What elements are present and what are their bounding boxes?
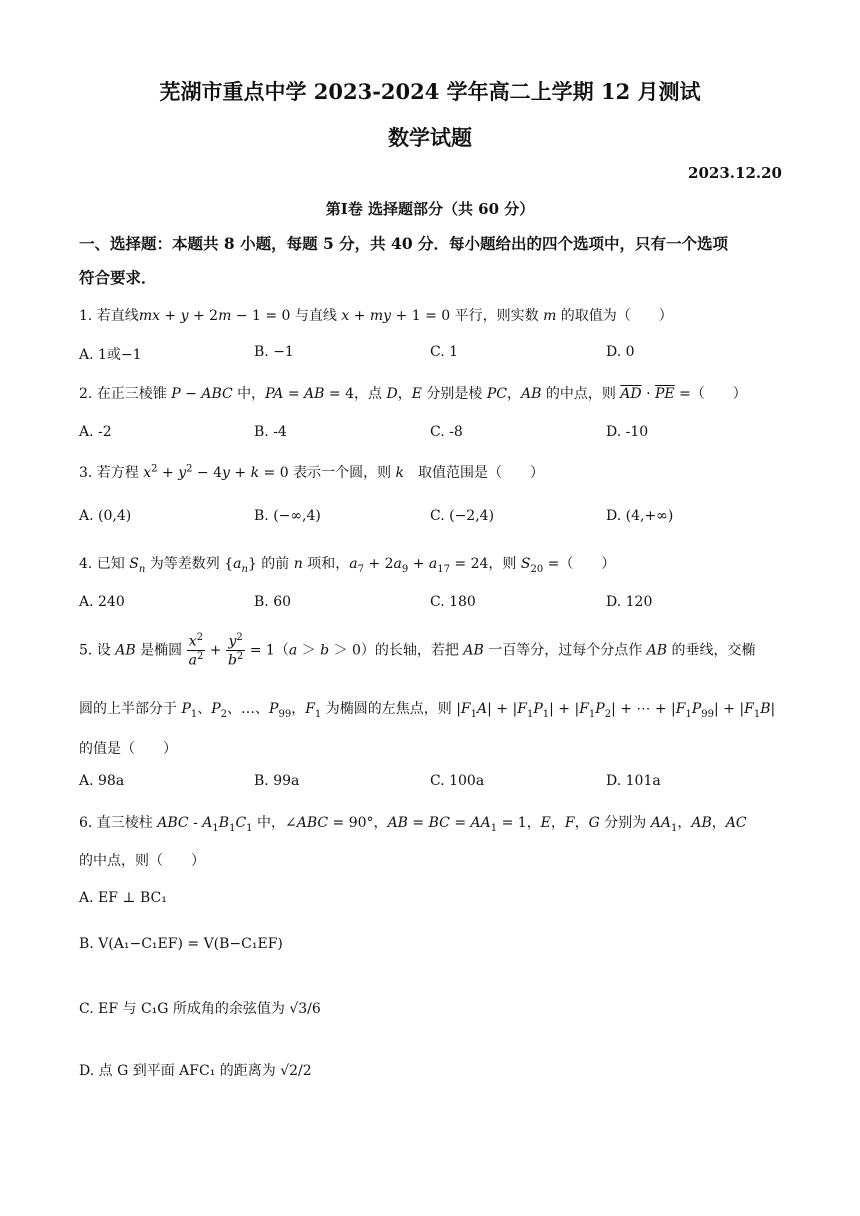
q1-option-d: D. 0 [606,344,635,360]
question-2: 2. 在正三棱锥 P − ABC 中，PA = AB = 4，点 D，E 分别是棱 PC，AB 的中点，则 $\overline{AD} \cdot \overline{PE}$ =（ ） [79,386,747,402]
q5-option-d: D. 101a [606,773,661,789]
q3-option-a: A. (0,4) [79,508,132,524]
q5-option-c: C. 100a [430,773,485,789]
question-4: 4. 已知 $S_n$ 为等差数列 $\{a_n\}$ 的前 n 项和，$a_7 + 2a_9 + a_{17} = 24$，则 $S_{20}$ =（ ） [79,556,616,575]
q6-option-d: D. 点 G 到平面 AFC₁ 的距离为 √2/2 [79,1063,312,1079]
question-1: 1. 若直线mx + y + 2m − 1 = 0 与直线 x + my + 1 = 0 平行，则实数 m 的取值为（ ） [79,308,673,324]
q2-option-b: B. -4 [254,424,287,440]
question-5-line1: 5. 设 AB 是椭圆 $\frac{x^2}{a^2}$ + $\frac{y^2}{b^2}$ = 1（a ＞ b ＞ 0）的长轴，若把 AB 一百等分，过每个分点作 AB 的垂线，交椭 [79,632,756,669]
q6-option-b: B. V(A₁−C₁EF) = V(B−C₁EF) [79,936,283,952]
q4-option-d: D. 120 [606,594,653,610]
q5-option-b: B. 99a [254,773,300,789]
q2-option-c: C. -8 [430,424,463,440]
part-instructions-line2: 符合要求． [79,268,157,287]
q3-option-b: B. (−∞,4) [254,508,321,524]
question-5-line3: 的值是（ ） [79,741,177,757]
q1-option-c: C. 1 [430,344,459,360]
q1-option-a: A. 1或−1 [79,347,142,363]
question-3: 3. 若方程 $x^2 + y^2 - 4y + k = 0$ 表示一个圆，则 k 取值范围是（ ） [79,463,545,481]
q2-option-d: D. -10 [606,424,649,440]
q4-option-c: C. 180 [430,594,476,610]
question-6-line2: 的中点，则（ ） [79,853,205,869]
exam-date: 2023.12.20 [688,164,782,182]
question-6-line1: 6. 直三棱柱 ABC - $A_1B_1C_1$ 中，∠ABC = 90°，AB = BC = $AA_1 = 1$，E，F，G 分别为 $AA_1$，AB，AC [79,815,747,834]
q3-option-c: C. (−2,4) [430,508,495,524]
section-heading: 第Ⅰ卷 选择题部分（共 60 分） [325,200,535,218]
q4-option-b: B. 60 [254,594,292,610]
q2-option-a: A. -2 [79,424,112,440]
q3-option-d: D. (4,+∞) [606,508,674,524]
exam-title: 芜湖市重点中学 2023-2024 学年高二上学期 12 月测试 [159,79,701,104]
q6-option-a: A. EF ⊥ BC₁ [79,890,167,906]
exam-subtitle: 数学试题 [388,125,472,150]
q6-option-c: C. EF 与 C₁G 所成角的余弦值为 √3/6 [79,1001,321,1017]
q5-option-a: A. 98a [79,773,125,789]
q4-option-a: A. 240 [79,594,125,610]
part-instructions-line1: 一、选择题：本题共 8 小题，每题 5 分，共 40 分．每小题给出的四个选项中，只有一个选项 [79,234,729,253]
q1-option-b: B. −1 [254,344,294,360]
question-5-line2: 圆的上半部分于 $P_1$、$P_2$、…、$P_{99}$，$F_1$ 为椭圆的左焦点，则 $|F_1A| + |F_1P_1| + |F_1P_2|$ + ⋯ + $|F_1P_{99}| + |F_1B|$ [79,701,776,720]
